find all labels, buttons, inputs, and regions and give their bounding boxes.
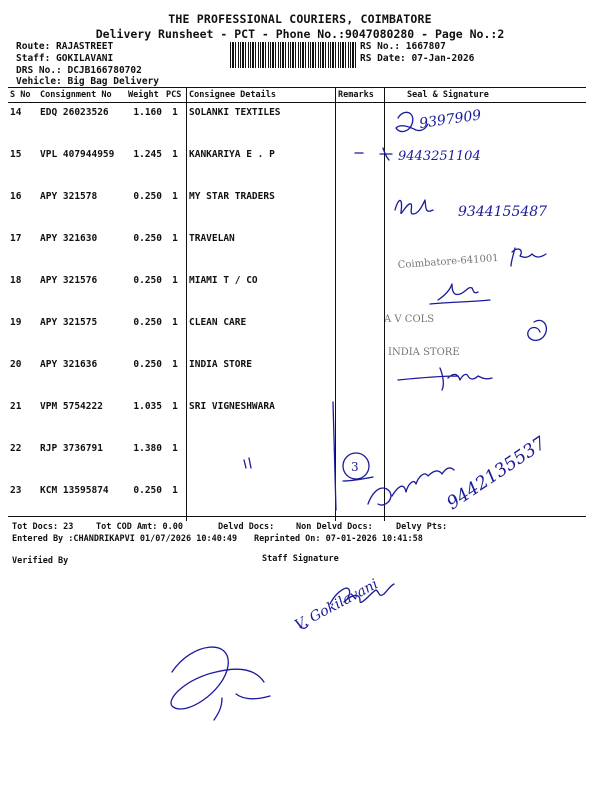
cell-sno: 15 — [10, 149, 22, 160]
cell-pcs: 1 — [164, 397, 187, 439]
cell-sno: 20 — [10, 359, 22, 370]
total-docs: Tot Docs: 23 — [12, 522, 74, 532]
delivery-points: Delvy Pts: — [396, 522, 448, 532]
col-sno: S No — [8, 88, 38, 103]
signature-row20-icon — [398, 368, 492, 390]
vehicle-label: Vehicle: Big Bag Delivery — [16, 76, 159, 87]
cell-consignment: APY 321636 — [40, 359, 98, 370]
verifier-signature-icon — [171, 647, 270, 720]
cell-sno: 22 — [10, 443, 22, 454]
cell-pcs: 1 — [164, 229, 187, 271]
cell-consignment: VPM 5754222 — [40, 401, 103, 412]
cell-consignee: CLEAN CARE — [187, 313, 336, 355]
cell-pcs: 1 — [164, 187, 187, 229]
handwritten-phone-row14: 9397909 — [418, 107, 483, 132]
cell-weight: 0.250 — [133, 317, 162, 328]
staff-signature-label: Staff Signature — [262, 554, 339, 564]
handwritten-phone-row16: 9344155487 — [458, 204, 548, 220]
cell-pcs: 1 — [164, 271, 187, 313]
cell-sno: 16 — [10, 191, 22, 202]
entered-by: Entered By :CHANDRIKAPVI 01/07/2026 10:40:49 — [12, 534, 238, 544]
cell-weight: 0.250 — [133, 233, 162, 244]
cell-consignee: INDIA STORE — [187, 355, 336, 397]
stamp-row19: A V COLS — [384, 314, 435, 325]
cell-sno: 14 — [10, 107, 22, 118]
cell-sno: 17 — [10, 233, 22, 244]
reprinted-on: Reprinted On: 07-01-2026 10:41:58 — [254, 534, 423, 544]
cell-sno: 23 — [10, 485, 22, 496]
col-remarks: Remarks — [336, 88, 385, 103]
cell-pcs: 1 — [164, 145, 187, 187]
total-cod-amount: Tot COD Amt: 0.00 — [96, 522, 183, 532]
stamp-row20: INDIA STORE — [388, 347, 460, 358]
col-consignment: Consignment No — [38, 88, 126, 103]
drs-number: DRS No.: DCJB166780702 — [16, 65, 142, 76]
cell-consignment: EDQ 26023526 — [40, 107, 109, 118]
cell-pcs: 1 — [164, 313, 187, 355]
cell-consignee: SRI VIGNESHWARA — [187, 397, 336, 439]
cell-weight: 1.245 — [133, 149, 162, 160]
cell-sno: 21 — [10, 401, 22, 412]
col-seal-signature: Seal & Signature — [385, 88, 587, 103]
route-label: Route: RAJASTREET — [16, 41, 114, 52]
rs-date: RS Date: 07-Jan-2026 — [360, 53, 475, 64]
non-delivered-docs: Non Delvd Docs: — [296, 522, 373, 532]
cell-consignment: APY 321578 — [40, 191, 98, 202]
cell-weight: 0.250 — [133, 191, 162, 202]
cell-weight: 0.250 — [133, 359, 162, 370]
cell-sno: 18 — [10, 275, 22, 286]
cell-weight: 1.160 — [133, 107, 162, 118]
cell-consignee: SOLANKI TEXTILES — [187, 103, 336, 146]
cell-consignment: RJP 3736791 — [40, 443, 103, 454]
cell-consignment: APY 321630 — [40, 233, 98, 244]
company-title: THE PROFESSIONAL COURIERS, COIMBATORE — [168, 12, 432, 26]
handwritten-staff-name: V. Gokilavani — [292, 576, 381, 634]
cell-sno: 19 — [10, 317, 22, 328]
col-consignee: Consignee Details — [187, 88, 336, 103]
cell-pcs: 1 — [164, 481, 187, 521]
cell-consignment: APY 321575 — [40, 317, 98, 328]
col-pcs: PCS — [164, 88, 187, 103]
stamp-row18: Coimbatore-641001 — [397, 252, 499, 271]
cell-pcs: 1 — [164, 355, 187, 397]
cell-weight: 1.035 — [133, 401, 162, 412]
cell-weight: 0.250 — [133, 485, 162, 496]
cell-consignment: KCM 13595874 — [40, 485, 109, 496]
signature-row16-icon — [395, 200, 433, 214]
staff-label: Staff: GOKILAVANI — [16, 53, 114, 64]
signature-row22-icon — [368, 468, 454, 505]
handwritten-phone-row15: 9443251104 — [398, 149, 481, 164]
cell-consignee: KANKARIYA E . P — [187, 145, 336, 187]
cell-weight: 0.250 — [133, 275, 162, 286]
cell-consignment: APY 321576 — [40, 275, 98, 286]
handwritten-mark-row22: 3 — [351, 460, 359, 474]
handwritten-phone-row23: 9442135537 — [443, 432, 550, 515]
cell-pcs: 1 — [164, 103, 187, 146]
cell-consignee: MIAMI T / CO — [187, 271, 336, 313]
cell-consignee: MY STAR TRADERS — [187, 187, 336, 229]
col-weight: Weight — [126, 88, 164, 103]
cell-consignment: VPL 407944959 — [40, 149, 115, 160]
delivered-docs: Delvd Docs: — [218, 522, 275, 532]
cell-consignee: TRAVELAN — [187, 229, 336, 271]
verified-by-label: Verified By — [12, 556, 69, 566]
rs-number: RS No.: 1667807 — [360, 41, 446, 52]
runsheet-subtitle: Delivery Runsheet - PCT - Phone No.:9047080280 - Page No.:2 — [95, 27, 505, 41]
cell-weight: 1.380 — [133, 443, 162, 454]
cell-pcs: 1 — [164, 439, 187, 481]
